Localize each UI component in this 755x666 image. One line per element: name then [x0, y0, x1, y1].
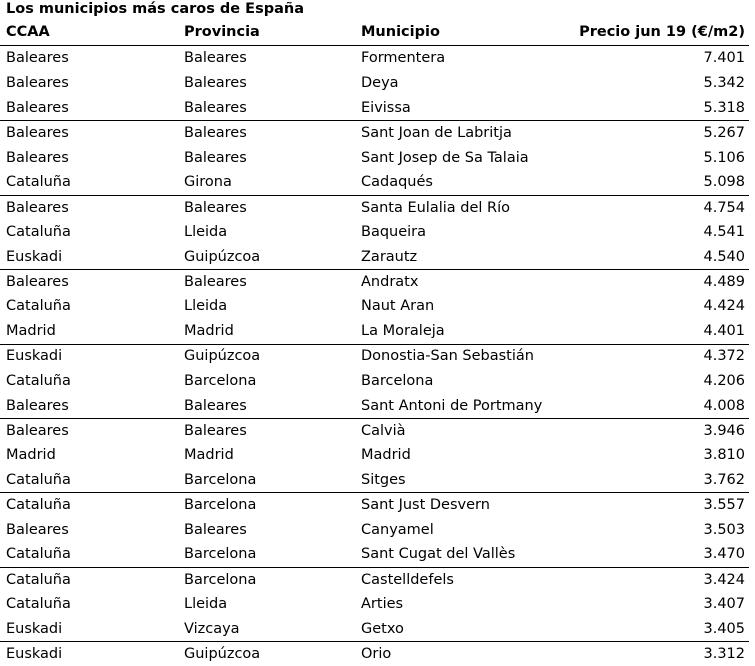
- municipio-cell: Donostia-San Sebastián: [361, 348, 534, 365]
- ccaa-cell: Baleares: [6, 50, 69, 67]
- ccaa-cell: Cataluña: [6, 372, 71, 389]
- provincia-cell: Vizcaya: [184, 620, 240, 637]
- table-row: [0, 71, 749, 96]
- ccaa-cell: Cataluña: [6, 298, 71, 315]
- provincia-cell: Baleares: [184, 75, 247, 92]
- precio-cell: 4.424: [703, 298, 745, 315]
- municipio-cell: Andratx: [361, 274, 419, 291]
- municipio-cell: Castelldefels: [361, 571, 454, 588]
- municipio-cell: Sant Antoni de Portmany: [361, 397, 543, 414]
- provincia-cell: Baleares: [184, 50, 247, 67]
- table-row: [0, 542, 749, 567]
- provincia-cell: Barcelona: [184, 497, 257, 514]
- provincia-cell: Baleares: [184, 99, 247, 116]
- precio-cell: 3.503: [703, 521, 745, 538]
- municipio-cell: Deya: [361, 75, 399, 92]
- table-row: [0, 244, 749, 269]
- precio-cell: 3.407: [703, 595, 745, 612]
- ccaa-cell: Baleares: [6, 397, 69, 414]
- precio-cell: 3.946: [703, 422, 745, 439]
- ccaa-cell: Baleares: [6, 149, 69, 166]
- municipio-cell: Sant Joan de Labritja: [361, 125, 512, 142]
- ccaa-cell: Euskadi: [6, 348, 63, 365]
- precio-cell: 4.372: [703, 348, 745, 365]
- municipio-cell: Canyamel: [361, 521, 434, 538]
- precio-cell: 3.762: [703, 471, 745, 488]
- table-title: Los municipios más caros de España: [6, 1, 304, 17]
- provincia-cell: Baleares: [184, 125, 247, 142]
- precio-cell: 5.098: [703, 174, 745, 191]
- municipio-cell: Madrid: [361, 447, 411, 464]
- ccaa-cell: Euskadi: [6, 248, 63, 265]
- header-municipio: Municipio: [361, 24, 440, 40]
- ccaa-cell: Baleares: [6, 99, 69, 116]
- table-row: [0, 616, 749, 641]
- precio-cell: 3.312: [703, 646, 745, 663]
- provincia-cell: Guipúzcoa: [184, 348, 261, 365]
- ccaa-cell: Baleares: [6, 125, 69, 142]
- provincia-cell: Madrid: [184, 323, 234, 340]
- provincia-cell: Lleida: [184, 223, 228, 240]
- header-precio: Precio jun 19 (€/m2): [579, 24, 745, 40]
- precio-cell: 5.318: [703, 99, 745, 116]
- header-ccaa: CCAA: [6, 24, 50, 40]
- provincia-cell: Guipúzcoa: [184, 248, 261, 265]
- ccaa-cell: Baleares: [6, 75, 69, 92]
- table-row: [0, 170, 749, 195]
- precio-cell: 3.557: [703, 497, 745, 514]
- ccaa-cell: Baleares: [6, 199, 69, 216]
- precio-cell: 4.206: [703, 372, 745, 389]
- provincia-cell: Baleares: [184, 274, 247, 291]
- table-row: [0, 468, 749, 493]
- precio-cell: 4.540: [703, 248, 745, 265]
- precio-cell: 3.470: [703, 546, 745, 563]
- provincia-cell: Lleida: [184, 595, 228, 612]
- ccaa-cell: Cataluña: [6, 497, 71, 514]
- municipio-cell: Orio: [361, 646, 392, 663]
- precio-cell: 5.267: [703, 125, 745, 142]
- municipio-cell: Sitges: [361, 471, 406, 488]
- municipio-cell: Sant Just Desvern: [361, 497, 490, 514]
- municipio-cell: Cadaqués: [361, 174, 433, 191]
- ccaa-cell: Cataluña: [6, 546, 71, 563]
- provincia-cell: Girona: [184, 174, 232, 191]
- table-row: [0, 368, 749, 393]
- municipio-cell: Barcelona: [361, 372, 434, 389]
- table-row: [0, 443, 749, 468]
- table-row: [0, 96, 749, 121]
- ccaa-cell: Cataluña: [6, 223, 71, 240]
- ccaa-cell: Baleares: [6, 422, 69, 439]
- table-row: [0, 418, 749, 443]
- table-row: [0, 492, 749, 517]
- ccaa-cell: Euskadi: [6, 620, 63, 637]
- ccaa-cell: Madrid: [6, 447, 56, 464]
- table-row: [0, 294, 749, 319]
- precio-cell: 4.401: [703, 323, 745, 340]
- provincia-cell: Madrid: [184, 447, 234, 464]
- table-row: [0, 195, 749, 220]
- precio-cell: 4.541: [703, 223, 745, 240]
- provincia-cell: Baleares: [184, 422, 247, 439]
- municipio-cell: Calvià: [361, 422, 406, 439]
- precio-cell: 4.008: [703, 397, 745, 414]
- precio-cell: 4.754: [703, 199, 745, 216]
- municipio-cell: Getxo: [361, 620, 404, 637]
- table-row: [0, 46, 749, 71]
- ccaa-cell: Euskadi: [6, 646, 63, 663]
- provincia-cell: Barcelona: [184, 471, 257, 488]
- precio-cell: 3.405: [703, 620, 745, 637]
- table-row: [0, 269, 749, 294]
- provincia-cell: Baleares: [184, 199, 247, 216]
- municipio-cell: Zarautz: [361, 248, 418, 265]
- table-row: [0, 220, 749, 245]
- provincia-cell: Baleares: [184, 149, 247, 166]
- precio-cell: 5.342: [703, 75, 745, 92]
- precio-cell: 5.106: [703, 149, 745, 166]
- precio-cell: 3.810: [703, 447, 745, 464]
- provincia-cell: Guipúzcoa: [184, 646, 261, 663]
- ccaa-cell: Cataluña: [6, 471, 71, 488]
- provincia-cell: Baleares: [184, 397, 247, 414]
- table-row: [0, 592, 749, 617]
- table-row: [0, 517, 749, 542]
- municipio-cell: Sant Josep de Sa Talaia: [361, 149, 529, 166]
- table-row: [0, 344, 749, 369]
- table-row: [0, 120, 749, 145]
- provincia-cell: Barcelona: [184, 372, 257, 389]
- precio-cell: 3.424: [703, 571, 745, 588]
- table-row: [0, 567, 749, 592]
- ccaa-cell: Baleares: [6, 274, 69, 291]
- ccaa-cell: Baleares: [6, 521, 69, 538]
- municipio-cell: Santa Eulalia del Río: [361, 199, 511, 216]
- ccaa-cell: Cataluña: [6, 174, 71, 191]
- municipio-cell: La Moraleja: [361, 323, 445, 340]
- provincia-cell: Baleares: [184, 521, 247, 538]
- provincia-cell: Barcelona: [184, 546, 257, 563]
- municipio-cell: Arties: [361, 595, 404, 612]
- provincia-cell: Lleida: [184, 298, 228, 315]
- table-header: [0, 19, 749, 46]
- precio-cell: 4.489: [703, 274, 745, 291]
- municipio-cell: Sant Cugat del Vallès: [361, 546, 516, 563]
- table-row: [0, 145, 749, 170]
- municipio-cell: Naut Aran: [361, 298, 435, 315]
- municipio-cell: Eivissa: [361, 99, 411, 116]
- table-row: [0, 393, 749, 418]
- ccaa-cell: Cataluña: [6, 571, 71, 588]
- precio-cell: 7.401: [703, 50, 745, 67]
- header-provincia: Provincia: [184, 24, 260, 40]
- table-row: [0, 641, 749, 666]
- municipio-cell: Formentera: [361, 50, 446, 67]
- municipio-cell: Baqueira: [361, 223, 427, 240]
- ccaa-cell: Cataluña: [6, 595, 71, 612]
- provincia-cell: Barcelona: [184, 571, 257, 588]
- ccaa-cell: Madrid: [6, 323, 56, 340]
- table-row: [0, 319, 749, 344]
